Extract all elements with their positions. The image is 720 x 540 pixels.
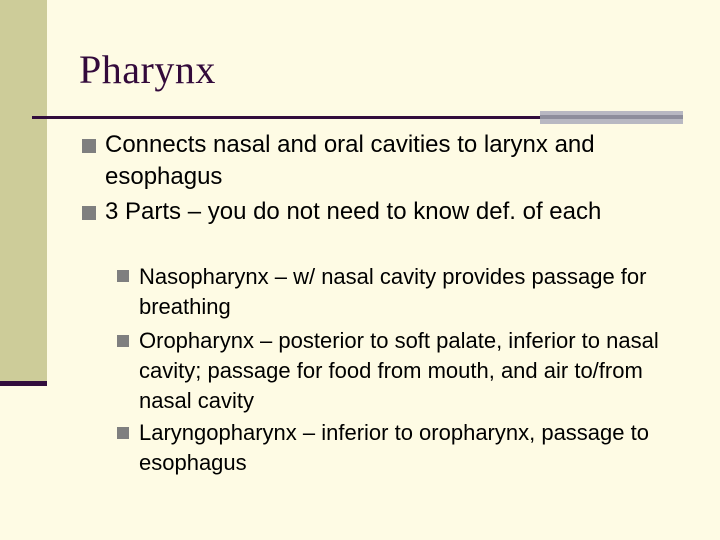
sub-bullet-marker [117,335,129,347]
sub-bullet-marker [117,427,129,439]
sub-bullet-item: Nasopharynx – w/ nasal cavity provides passage for breathing [139,264,647,319]
bullet-item: Connects nasal and oral cavities to larynx and esophagus [105,131,595,190]
bullet-marker [82,139,96,153]
bullet-marker [82,206,96,220]
bullet-item: 3 Parts – you do not need to know def. of each [105,198,602,225]
sub-bullet-item: Laryngopharynx – inferior to oropharynx, passage to esophagus [139,420,649,475]
slide-title: Pharynx [79,47,216,92]
sub-bullet-item: Oropharynx – posterior to soft palate, inferior to nasal cavity; passage for food from mouth, and air to/from nasal cavity [139,328,659,413]
sub-bullet-marker [117,270,129,282]
